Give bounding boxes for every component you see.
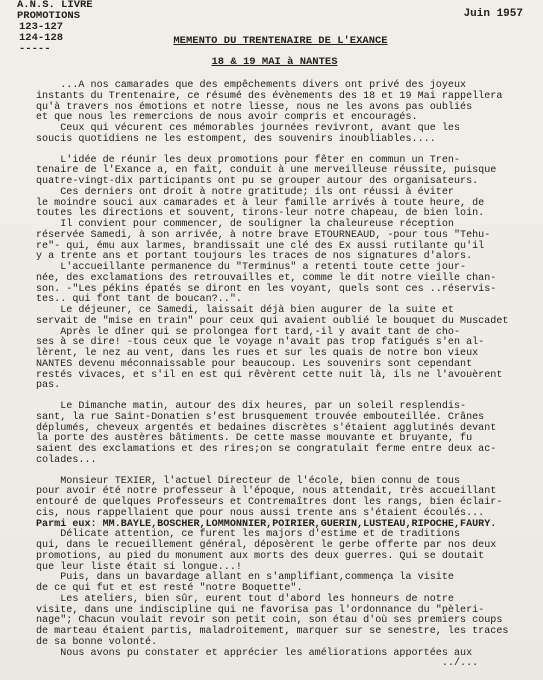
text-line: instants du Trentenaire, ce résumé des évènements des 18 et 19 Mai rappellera xyxy=(36,90,503,102)
text-line: de marteau étaient partis, maladroitement, marquer sur se senestre, les traces xyxy=(36,626,509,637)
text-line: le moindre souci aux camarades et à leur famille arrivés à toute heure, de xyxy=(36,197,485,209)
text-line: colades... xyxy=(36,454,97,466)
text-line: pour avoir été notre professeur à l'époque, nous attendait, très accueillant xyxy=(36,486,497,498)
text-line: lèrent, le nez au vent, dans les rues et sur les quais de notre bon vieux xyxy=(36,348,479,359)
text-line: que leur liste était si longue...! xyxy=(36,561,242,573)
text-line: re"- qui, ému aux larmes, brandissait une clé des Ex aussi rutilante qu'il xyxy=(36,240,485,252)
text-line: saient des exclamations et des rires;on se congratulait ferme entre deux ac- xyxy=(36,444,497,455)
text-line: servait de "mise en train" pour ceux qui avaient oublié le bouquet du Muscadet xyxy=(36,315,509,327)
paragraph xyxy=(36,477,536,520)
text-line: entouré de quelques Professeurs et Contremaîtres dont les rangs, bien éclair- xyxy=(36,497,503,508)
text-line: Parmi eux: MM.BAYLE,BOSCHER,LOMMONNIER,POIRIER,GUERIN,LUSTEAU,RIPOCHE,FAURY. xyxy=(36,518,497,530)
text-line: ../... xyxy=(36,658,479,670)
document-title xyxy=(0,31,543,73)
paragraph xyxy=(36,156,536,393)
text-line: toutes les directions et souvent, tirons-leur notre chapeau, de bien loin. xyxy=(36,208,485,220)
paragraph xyxy=(36,530,536,670)
title-line-1: MEMENTO DU TRENTENAIRE DE L'EXANCE xyxy=(173,35,388,47)
title-line-2: 18 & 19 MAI à NANTES xyxy=(211,56,338,68)
header-promotion-2: 124-128 xyxy=(19,32,64,44)
text-line: réservée Samedi, à son arrivée, à notre brave ETOURNEAUD, -pour tous "Tehu- xyxy=(36,229,491,241)
text-line: Le Dimanche matin, autour des dix heures, par un soleil resplendis- xyxy=(36,401,467,412)
dateline: Juin 1957 xyxy=(463,8,523,20)
paragraph xyxy=(36,402,536,467)
header-promotions-label: PROMOTIONS xyxy=(17,10,81,22)
text-line: NANTES devenu méconnaissable pour beaucoup. Les souvenirs sont cependant xyxy=(36,358,473,370)
text-line: soucis quotidiens ne les estompent, des souvenirs inoubliables.... xyxy=(36,133,436,145)
text-line: et que nous les remercions de nous avoir compris et encouragés. xyxy=(36,112,418,124)
text-line: ...A nos camarades que des empêchements divers ont privé des joyeux xyxy=(36,80,467,91)
text-line: Après le dîner qui se prolongea fort tard,-il y avait tant de cho- xyxy=(36,326,461,338)
text-line: Monsieur TEXIER, l'actuel Directeur de l'école, bien connu de tous xyxy=(36,475,461,487)
text-line: quatre-vingt-dix participants ont pu se grouper autour des organisateurs. xyxy=(36,176,479,187)
text-line: née, des exclamations des retrouvailles et, comme le dit notre vieille chan- xyxy=(36,272,497,284)
text-line: déplumés, cheveux argentés et bedaines discrètes s'étaient agglutinés devant xyxy=(36,422,497,434)
text-line: Les ateliers, bien sûr, eurent tout d'abord les honneurs de notre xyxy=(36,593,454,605)
text-line: cis, nous rappellaient que pour nous aussi trente ans s'étaient écoulés... xyxy=(36,507,485,519)
body-text xyxy=(36,81,536,670)
text-line: tenaire de l'Exance a, en fait, conduit à une merveilleuse réussite, puisque xyxy=(36,165,497,177)
text-line: son. -"Les pékins épatés se diront en les voyant, quels sont ces ..réservis- xyxy=(36,283,497,295)
text-line: Puis, dans un bavardage allant en s'amplifiant,commença la visite xyxy=(36,572,454,584)
text-line: L'accueillante permanence du "Terminus" a retenti toute cette jour- xyxy=(36,262,467,273)
text-line: de ce qui fut et est resté "notre Boquette". xyxy=(36,583,303,594)
text-line: Délicate attention, ce furent les majors d'estime et de traditions xyxy=(36,529,461,541)
text-line: de sa bonne volonté. xyxy=(36,636,158,648)
text-line: pas. xyxy=(36,380,61,392)
text-line: nage"; Chacun voulait revoir son petit coin, son étau d'où ses premiers coups xyxy=(36,615,503,627)
paragraph xyxy=(36,124,536,146)
text-line: Ces derniers ont droit à notre gratitude; ils ont réussi à éviter xyxy=(36,186,454,198)
header-org: A.N.S. LIVRE xyxy=(17,0,93,11)
header-rule: ----- xyxy=(19,43,51,55)
header-promotion-1: 123-127 xyxy=(19,21,64,33)
text-line: qui, dans le recueillement général, déposèrent le gerbe offerte par nos deux xyxy=(36,540,497,551)
text-line: Le déjeuner, ce Samedi, laissait déjà bien augurer de la suite et xyxy=(36,305,454,316)
paragraph-gap xyxy=(36,467,536,477)
text-line: restés vivaces, et s'il en est qui rêvèrent cette nuit là, ils ne l'avouèrent xyxy=(36,369,503,381)
text-line: Il convient pour commencer, de souligner la chaleureuse réception xyxy=(36,219,454,230)
paragraph xyxy=(36,81,536,124)
text-line: Ceux qui vécurent ces mémorables journées revivront, avant que les xyxy=(36,123,461,134)
text-line: sant, la rue Saint-Donatien s'est brusquement trouvée embouteillée. Crânes xyxy=(36,411,485,423)
text-line: L'idée de réunir les deux promotions pour fêter en commun un Tren- xyxy=(36,154,461,166)
text-line: ses à se dire! -tous ceux que le voyage n'avait pas trop fatigués s'en al- xyxy=(36,337,485,349)
text-line: Nous avons pu constater et apprécier les améliorations apportées aux xyxy=(36,647,473,659)
text-line: promotions, au pied du monument aux morts des deux guerres. Qui se doutait xyxy=(36,550,485,562)
paragraph-gap xyxy=(36,146,536,156)
text-line: tes.. qui font tant de boucan?..". xyxy=(36,294,242,306)
text-line: visite, dans une indiscipline qui ne favorisa pas l'ordonnance du "pèleri- xyxy=(36,604,485,616)
text-line: qu'à travers nos émotions et notre liesse, nous ne les avons pas oubliés xyxy=(36,101,473,113)
text-line: y a trente ans et portant toujours les traces de nos signatures d'alors. xyxy=(36,251,473,263)
text-line: la porte des austères bâtiments. De cette masse mouvante et bruyante, fu xyxy=(36,433,473,445)
